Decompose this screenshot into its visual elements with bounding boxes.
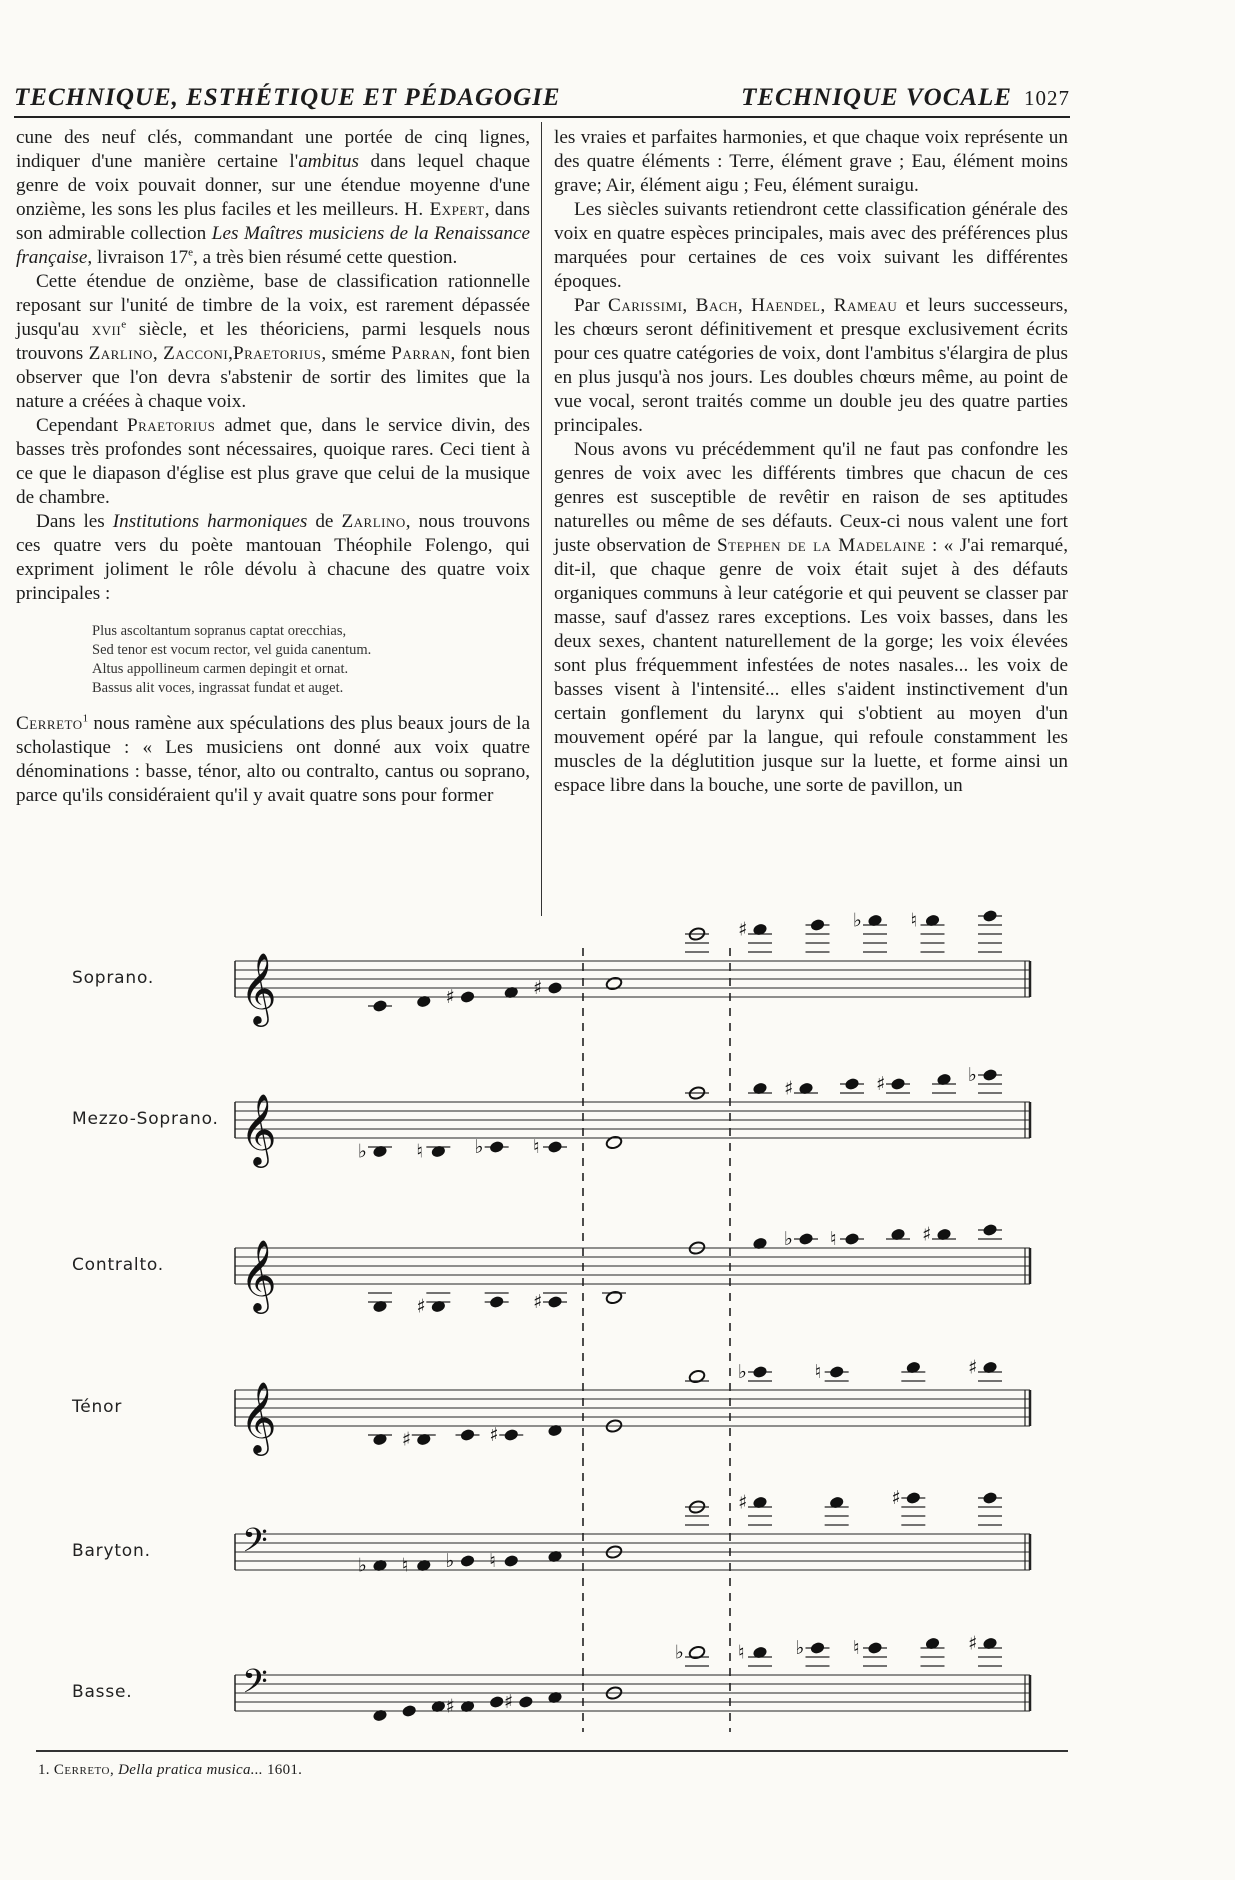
header-rule [14,116,1070,118]
sharp-icon: ♯ [738,1491,748,1514]
staff-label: Basse. [72,1682,133,1702]
footnote-ref[interactable]: 1 [82,712,89,725]
footnote-rule [36,1750,1068,1752]
name-smallcaps: Rameau [833,295,898,316]
staff-label: Mezzo-Soprano. [72,1109,219,1129]
text-run: Par [574,295,609,316]
flat-icon: ♭ [474,1136,484,1158]
treble-clef-icon: 𝄞 [240,951,277,1024]
filled-note [548,1141,563,1154]
filled-note [460,1429,475,1442]
filled-note [983,910,998,923]
music-staves [0,909,1235,1760]
staff-label: Contralto. [72,1255,165,1275]
natural-icon: ♮ [489,1550,497,1572]
text-run: Dans les [36,511,113,532]
text-run: , dans son admirable collection [16,199,531,244]
sharp-icon: ♯ [738,918,748,941]
natural-icon: ♮ [814,1361,822,1383]
filled-note [845,1078,860,1091]
filled-note [460,1555,475,1568]
verse-line: Plus ascoltantum sopranus captat orecchias, [92,623,347,639]
text-run: dans lequel chaque genre de voix pouvait donner, sur une étendue moyenne d'une onzième, les sons les plus faciles et les meilleurs. [16,151,530,220]
italic-term: ambitus [298,151,359,172]
footnote-author: Cerreto [53,1762,111,1778]
filled-note [548,1296,563,1309]
filled-note [799,1233,814,1246]
flat-icon: ♭ [445,1550,455,1572]
sharp-icon: ♯ [533,1291,543,1313]
sharp-icon: ♯ [489,1424,499,1446]
whole-note [688,1369,706,1384]
whole-note [605,1135,623,1150]
name-smallcaps: Zacconi [163,343,229,364]
right-column [554,126,1068,798]
paragraph: les vraies et parfaites harmonies, et que chaque voix représente un des quatre éléments : Terre, élément grave ; Eau, élément moins grave; Air, élément aigu ; Feu, élément suraigu. [554,127,1068,196]
filled-note [845,1233,860,1246]
whole-note [688,1645,706,1660]
footnote [38,1762,302,1779]
text-run: Nous avons vu précédemment qu'il ne faut pas confondre les genres de voix avec les différents timbres que chacun de ces genres est susceptible de revêtir en raison de ses aptitudes naturelles ou même de ses défauts. Ceux-ci nous valent une fort juste observation de [554,439,1068,556]
sharp-icon: ♯ [445,986,455,1008]
sharp-icon: ♯ [968,1632,978,1655]
filled-note [460,991,475,1004]
bass-clef-icon: 𝄢 [242,1522,268,1568]
header-right-title: TECHNIQUE VOCALE [741,84,1012,111]
filled-note [402,1705,417,1718]
natural-icon: ♮ [910,909,918,932]
name-smallcaps: Praetorius [232,343,322,364]
whole-note [605,1290,623,1305]
filled-note [829,1366,844,1379]
sharp-icon: ♯ [416,1295,426,1318]
flat-icon: ♭ [968,1064,977,1086]
natural-icon: ♮ [416,1140,424,1163]
superscript: e [188,246,194,259]
text-run: , nous trouvons ces quatre vers du poète mantouan Théophile Folengo, qui expriment joliment le rôle dévolu à chacune des quatre voix principales : [16,511,530,604]
text-run: , [820,295,834,316]
footnote-number: 1. [38,1762,50,1778]
verse-line: Altus appollineum carmen depingit et ornat. [92,661,349,677]
verse-line: Sed tenor est vocum rector, vel guida canentum. [92,642,372,658]
name-smallcaps: Haendel [751,295,821,316]
page-number: 1027 [1024,86,1070,110]
text-run: , [737,295,752,316]
name-smallcaps: Praetorius [126,415,216,436]
filled-note [810,919,825,932]
text-run: , [152,343,164,364]
text-run: Cependant [36,415,127,436]
text-run: , a très bien résumé cette question. [193,247,458,268]
bass-clef-icon: 𝄢 [242,1663,268,1709]
text-run: , font bien observer que l'on devra s'abstenir de sortir des limites que la nature a créées à chaque voix. [16,343,531,412]
header-left-title: TECHNIQUE, ESTHÉTIQUE ET PÉDAGOGIE [14,84,561,111]
text-run: , livraison 17 [87,247,189,268]
filled-note [810,1642,825,1655]
column-divider [541,122,542,916]
paragraph [16,712,530,808]
paragraph: Les siècles suivants retiendront cette classification générale des voix en quatre espèces principales, mais avec des préférences plus marquées pour certaines de ces voix suivant les différentes époques. [554,199,1068,292]
filled-note [983,1069,998,1082]
flat-icon: ♭ [853,909,862,932]
natural-icon: ♮ [738,1641,745,1664]
text-run: : « J'ai remarqué, dit-il, que chaque genre de voix était sujet à des défauts organiques communs à leur catégorie et qui peuvent se classer par masse, sauf d'assez rares exceptions. Les voix basses, dans les deux sexes, chantent naturellement de la gorge; les voix élevées sont plus fréquemment infestées de notes nasales... les voix de basses visent à l'intensité... elles s'aident instinctivement d'un certain gonflement du larynx qui s'obtient au moyen d'un mouvement opéré par la langue, qui refoule constamment les muscles de la déglutition jusque sur la luette, et forme ainsi un espace libre dans la bouche, une sorte de pavillon, un [554,535,1068,796]
text-run: admet que, dans le service divin, des basses très profondes sont nécessaires, quoique rares. Ceci tient à ce que le diapason d'église est plus grave que celui de la musique de chambre. [16,415,530,508]
name-smallcaps: H. Expert [404,199,485,220]
sharp-icon: ♯ [968,1356,978,1379]
filled-note [868,1642,883,1655]
text-run: , sméme [321,343,392,364]
name-smallcaps: Cerreto [16,713,83,734]
footnote-title: Della pratica musica... [118,1762,263,1778]
paragraph [16,510,530,606]
filled-note [504,1429,519,1442]
filled-note [548,982,563,995]
text-run: siècle, et les théoriciens, parmi lesquels nous trouvons [16,319,530,364]
natural-icon: ♮ [853,1637,860,1659]
filled-note [489,1296,504,1309]
sharp-icon: ♯ [533,977,543,999]
natural-icon: ♮ [533,1136,540,1158]
paragraph [16,270,530,414]
filled-note [983,1492,998,1505]
paragraph [16,414,530,510]
filled-note [518,1696,533,1709]
name-smallcaps: Stephen de la Madelaine [717,535,926,556]
text-run: Cette étendue de onzième, base de classification rationnelle reposant sur l'unité de timbre de la voix, est rarement dépassée jusqu'au [16,271,530,340]
paragraph [16,126,530,270]
sharp-icon: ♯ [922,1223,932,1246]
flat-icon: ♭ [784,1228,793,1250]
flat-icon: ♭ [795,1637,805,1659]
left-column [16,126,530,808]
filled-note [489,1696,504,1709]
filled-note [373,1000,388,1013]
flat-icon: ♭ [738,1361,747,1383]
paragraph [554,294,1068,438]
italic-title: Les Maîtres musiciens de la Renaissance française [16,223,530,268]
running-header [14,84,1070,112]
flat-icon: ♭ [358,1554,367,1577]
text-run: , [682,295,696,316]
staff-label: Soprano. [72,968,155,988]
header-right [741,84,1070,112]
whole-note [605,976,623,991]
filled-note [489,1141,504,1154]
text-run: et leurs successeurs, les chœurs seront définitivement et presque exclusivement écrits pour ces quatre catégories de voix, dont l'ambitus s'élargira de plus en plus jusqu'à nos jours. Les doubles chœurs même, au point de vue vocal, seront traités comme un double jeu des quatre parties principales. [554,295,1069,436]
text-run: , [228,343,233,364]
paragraph [554,438,1068,798]
century-smallcaps: xvii [91,319,122,340]
text-run: cune des neuf clés, commandant une portée de cinq lignes, indiquer d'une manière certaine l' [16,127,530,172]
filled-note [983,1224,998,1237]
natural-icon: ♮ [401,1554,409,1577]
verse-line: Bassus alit voces, ingrassat fundat et auget. [92,680,344,696]
latin-verse [92,622,530,698]
treble-clef-icon: 𝄞 [240,1238,277,1311]
sharp-icon: ♯ [445,1695,455,1718]
name-smallcaps: Parran [391,343,451,364]
sharp-icon: ♯ [503,1691,514,1713]
treble-clef-icon: 𝄞 [240,1380,277,1453]
name-smallcaps: Bach [695,295,738,316]
italic-title: Institutions harmoniques [112,511,308,532]
filled-note [891,1078,906,1091]
footnote-year: 1601. [262,1762,303,1778]
sharp-icon: ♯ [401,1428,411,1451]
text-run: nous ramène aux spéculations des plus beaux jours de la scholastique : « Les musiciens ont donné aux voix quatre dénominations : basse, ténor, alto ou contralto, cantus ou soprano, parce qu'ils considéraient qu'il y avait quatre sons pour former [16,713,530,806]
sharp-icon: ♯ [784,1077,794,1100]
sharp-icon: ♯ [891,1487,901,1509]
superscript: e [121,318,127,331]
filled-note [906,1492,921,1505]
treble-clef-icon: 𝄞 [240,1092,277,1165]
filled-note [753,1366,768,1379]
flat-icon: ♭ [675,1641,684,1664]
text-run: , [110,1762,119,1778]
staff-label: Baryton. [72,1541,151,1561]
name-smallcaps: Carissimi [608,295,683,316]
filled-note [504,1555,519,1568]
staff-label: Ténor [72,1397,123,1417]
vocal-ranges-figure [0,909,1235,1760]
name-smallcaps: Zarlino [341,511,406,532]
sharp-icon: ♯ [876,1073,886,1095]
flat-icon: ♭ [358,1140,367,1163]
name-smallcaps: Zarlino [88,343,153,364]
natural-icon: ♮ [830,1228,837,1250]
text-run: de [307,511,342,532]
